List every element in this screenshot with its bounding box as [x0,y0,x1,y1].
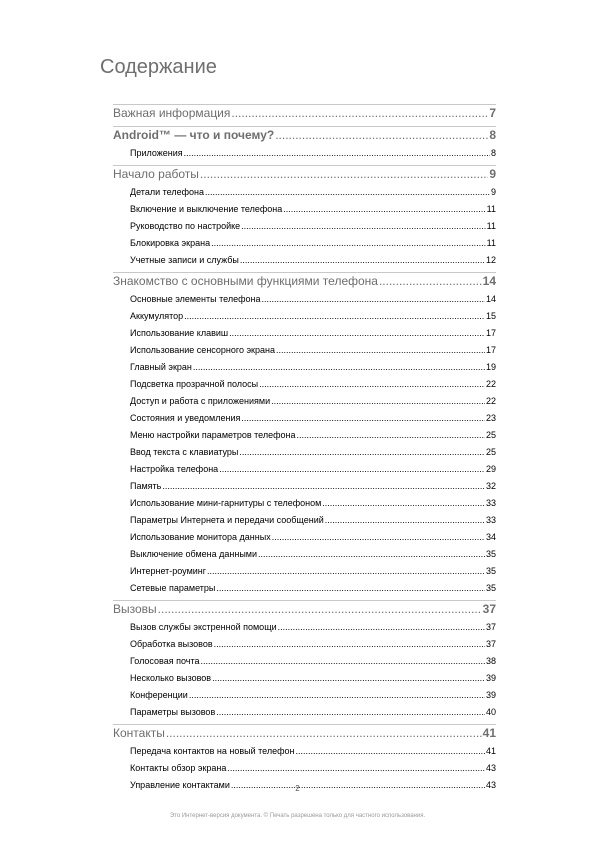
toc-leader-dots [207,566,485,576]
toc-entry-page: 14 [485,294,496,304]
toc-leader-dots [258,549,485,559]
toc-entry[interactable] [113,362,496,379]
toc-leader-dots [271,396,485,406]
toc-entry-title: Ввод текста с клавиатуры [130,447,239,457]
toc-leader-dots [229,328,485,338]
toc-entry-title: Меню настройки параметров телефона [130,430,296,440]
toc-entry[interactable] [113,690,496,707]
toc-section-page: 9 [489,167,496,181]
toc-entry[interactable] [113,566,496,583]
toc-entry-title: Несколько вызовов [130,673,212,683]
toc-entry-title: Сетевые параметры [130,583,216,593]
toc-entry-title: Приложения [130,148,183,158]
toc-entry-page: 15 [485,311,496,321]
toc-entry-title: Параметры вызовов [130,707,216,717]
toc-leader-dots [240,255,485,265]
toc-entry-page: 33 [485,515,496,525]
toc-entry-title: Использование сенсорного экрана [130,345,275,355]
toc-leader-dots [201,656,485,666]
toc-entry-title: Управление контактами [130,780,230,790]
toc-section-heading[interactable] [113,106,496,126]
toc-entry[interactable] [113,763,496,780]
toc-section-title: Вызовы [113,602,157,616]
toc-entry-title: Голосовая почта [130,656,200,666]
toc-entry-title: Включение и выключение телефона [130,204,283,214]
toc-leader-dots [297,430,485,440]
toc-leader-dots [259,379,485,389]
toc-entry[interactable] [113,255,496,272]
toc-entry-page: 37 [485,622,496,632]
toc-entry[interactable] [113,311,496,328]
toc-entry-page: 38 [485,656,496,666]
toc-leader-dots [193,362,485,372]
toc-section-title: Начало работы [113,167,199,181]
toc-entry[interactable] [113,328,496,345]
toc-entry[interactable] [113,639,496,656]
toc-section-page: 37 [482,602,496,616]
toc-entry[interactable] [113,515,496,532]
toc-entry-page: 8 [490,148,496,158]
toc-section-title: Android™ — что и почему? [113,128,275,142]
footer-notice: Это Интернет-версия документа. © Печать разрешена только для частного использования. [169,813,426,819]
toc-entry-page: 11 [486,221,496,231]
toc-entry[interactable] [113,379,496,396]
toc-entry-title: Обработка вызовов [130,639,213,649]
toc-entry-title: Выключение обмена данными [130,549,258,559]
toc-entry-page: 9 [490,187,496,197]
toc-entry-title: Использование клавиш [130,328,229,338]
toc-section-page: 14 [482,274,496,288]
toc-entry[interactable] [113,294,496,311]
toc-leader-dots [216,583,485,593]
toc-entry-page: 12 [485,255,496,265]
toc-section-heading[interactable] [113,602,496,622]
toc-leader-dots [272,532,485,542]
toc-entry-title: Аккумулятор [130,311,184,321]
toc-entry[interactable] [113,238,496,255]
toc-entry-title: Блокировка экрана [130,238,211,248]
toc-entry-title: Учетные записи и службы [130,255,239,265]
toc-entry-page: 35 [485,549,496,559]
toc-leader-dots [296,746,485,756]
toc-entry-page: 29 [485,464,496,474]
toc-leader-dots [278,622,485,632]
toc-entry-page: 22 [485,396,496,406]
toc-entry-title: Главный экран [130,362,192,372]
toc-entry-title: Настройка телефона [130,464,219,474]
toc-entry[interactable] [113,656,496,673]
toc-entry[interactable] [113,396,496,413]
toc-entry-page: 32 [485,481,496,491]
toc-section-heading[interactable] [113,167,496,187]
toc-leader-dots [184,148,490,158]
toc-entry[interactable] [113,204,496,221]
toc-leader-dots [241,221,486,231]
toc-section-page: 7 [489,106,496,120]
toc-entry[interactable] [113,532,496,549]
toc-entry[interactable] [113,549,496,566]
toc-entry[interactable] [113,673,496,690]
toc-leader-dots [158,602,482,616]
toc-leader-dots [162,481,485,491]
toc-entry-page: 33 [485,498,496,508]
toc-entry-title: Параметры Интернета и передачи сообщений [130,515,324,525]
toc-leader-dots [276,345,485,355]
toc-entry-title: Детали телефона [130,187,204,197]
toc-entry-title: Доступ и работа с приложениями [130,396,271,406]
toc-leader-dots [216,707,485,717]
toc-entry-page: 23 [485,413,496,423]
toc-leader-dots [241,413,485,423]
toc-section [113,126,496,165]
page-title: Содержание [100,56,217,78]
toc-entry-title: Конференции [130,690,188,700]
toc-entry[interactable] [113,498,496,515]
toc-section-heading[interactable] [113,274,496,294]
toc-entry-page: 19 [485,362,496,372]
toc-entry[interactable] [113,345,496,362]
toc-entry-title: Использование монитора данных [130,532,271,542]
toc-leader-dots [231,106,488,120]
toc-entry-title: Состояния и уведомления [130,413,241,423]
toc-entry-title: Передача контактов на новый телефон [130,746,295,756]
toc-section [113,165,496,272]
toc-entry-title: Руководство по настройке [130,221,241,231]
toc-entry[interactable] [113,583,496,600]
toc-leader-dots [261,294,485,304]
toc-entry-title: Подсветка прозрачной полосы [130,379,259,389]
toc-entry[interactable] [113,430,496,447]
toc-leader-dots [166,726,482,740]
toc-entry-title: Использование мини-гарнитуры с телефоном [130,498,322,508]
toc-entry-page: 43 [485,780,496,790]
toc-entry-page: 39 [485,690,496,700]
toc-section [113,600,496,724]
toc-leader-dots [227,763,485,773]
toc-entry-page: 22 [485,379,496,389]
toc-entry-page: 39 [485,673,496,683]
toc-leader-dots [325,515,485,525]
toc-section-heading[interactable] [113,726,496,746]
toc-leader-dots [211,238,486,248]
toc-entry-title: Вызов службы экстренной помощи [130,622,277,632]
toc-leader-dots [205,187,490,197]
toc-entry[interactable] [113,447,496,464]
toc-entry[interactable] [113,413,496,430]
toc-entry-page: 17 [485,345,496,355]
toc-leader-dots [212,673,485,683]
toc-entry-page: 37 [485,639,496,649]
toc-section-heading[interactable] [113,128,496,148]
toc-entry[interactable] [113,481,496,498]
toc-entry[interactable] [113,221,496,238]
toc-leader-dots [283,204,485,214]
toc-section-page: 8 [489,128,496,142]
toc-entry-page: 11 [486,238,496,248]
toc-leader-dots [189,690,485,700]
toc-section-title: Важная информация [113,106,231,120]
toc-entry[interactable] [113,187,496,204]
toc-entry-title: Основные элементы телефона [130,294,261,304]
toc-entry[interactable] [113,622,496,639]
toc-section-page: 41 [482,726,496,740]
toc-leader-dots [322,498,485,508]
toc-section [113,272,496,600]
toc-entry[interactable] [113,746,496,763]
toc-leader-dots [275,128,488,142]
toc-section-title: Знакомство с основными функциями телефона [113,274,378,288]
toc-leader-dots [219,464,485,474]
toc-entry-page: 41 [485,746,496,756]
toc-entry-page: 17 [485,328,496,338]
toc-leader-dots [239,447,485,457]
toc-entry-title: Интернет-роуминг [130,566,207,576]
table-of-contents [113,104,496,797]
toc-section-title: Контакты [113,726,165,740]
toc-entry-page: 35 [485,583,496,593]
toc-entry-page: 40 [485,707,496,717]
toc-leader-dots [200,167,488,181]
toc-leader-dots [214,639,485,649]
toc-entry-page: 25 [485,430,496,440]
page-number: 2 [295,784,300,793]
toc-entry-page: 35 [485,566,496,576]
toc-entry-page: 11 [486,204,496,214]
toc-section [113,104,496,126]
toc-entry[interactable] [113,707,496,724]
toc-entry-page: 34 [485,532,496,542]
toc-entry[interactable] [113,464,496,481]
toc-entry[interactable] [113,148,496,165]
toc-entry-title: Контакты обзор экрана [130,763,227,773]
toc-leader-dots [184,311,485,321]
toc-entry-page: 43 [485,763,496,773]
toc-leader-dots [379,274,482,288]
toc-entry-page: 25 [485,447,496,457]
toc-entry-title: Память [130,481,162,491]
